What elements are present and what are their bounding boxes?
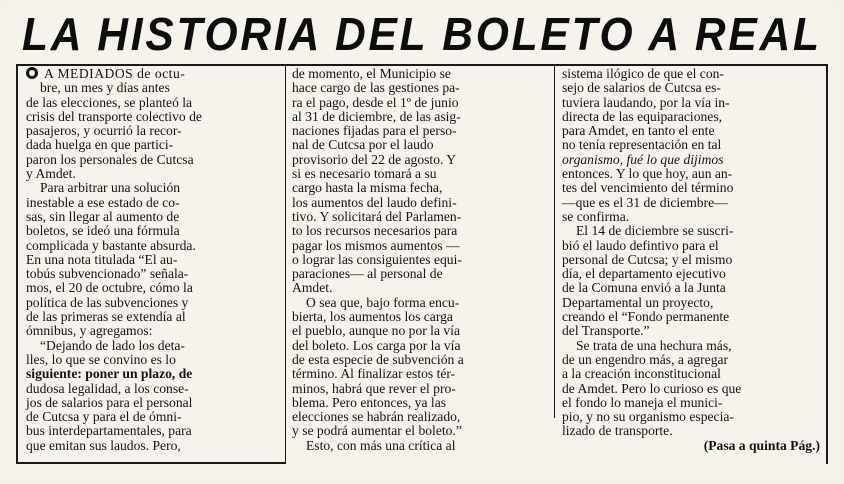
headline: LA HISTORIA DEL BOLETO A REAL [22, 8, 822, 60]
text-line: En una nota titulada “El au- [26, 251, 178, 267]
text-line: sistema ilógico de que el con- [562, 66, 724, 81]
text-line: inestable a ese estado de co- [26, 194, 180, 210]
text-line: y Amdet. [26, 166, 76, 182]
text-line: del Transporte.” [562, 323, 650, 339]
text-line: bierta, los aumentos los carga [292, 309, 453, 325]
text-line: Esto, con más una crítica al [306, 437, 456, 453]
text-line: pasajeros, y ocurrió la recor- [26, 123, 182, 139]
text-line: bió el laudo defintivo para el [562, 237, 719, 253]
text-line: el pueblo, aunque no por la vía [292, 323, 460, 339]
text-line: bre, un mes y días antes [40, 80, 170, 96]
text-line: naciones fijadas para el perso- [292, 123, 457, 139]
text-line: mos, el 20 de octubre, cómo la [26, 280, 193, 296]
text-line: a la creación inconstitucional [562, 366, 721, 382]
text-line: de un engendro más, a agregar [562, 351, 729, 367]
text-line: Departamental un proyecto, [562, 294, 714, 310]
continuation-note: (Pasa a quinta Pág.) [703, 437, 820, 453]
text-line: hace cargo de las gestiones pa- [292, 80, 460, 96]
text-line: cargo hasta la misma fecha, [292, 180, 443, 196]
article-column-3 [562, 67, 820, 453]
text-line: o lograr las consiguientes equi- [292, 251, 462, 267]
text-line: crisis del transporte colectivo de [26, 108, 202, 124]
text-line: —que es el 31 de diciembre— [562, 194, 728, 210]
article-column-2 [292, 67, 548, 453]
text-line: el fondo lo maneja el munici- [562, 394, 723, 410]
text-line: boletos, se ideó una fórmula [26, 223, 180, 239]
text-line: O sea que, bajo forma encu- [306, 294, 460, 310]
text-line: lles, lo que se convino es lo [26, 351, 176, 367]
text-line: Para arbitrar una solución [40, 180, 181, 196]
text-line: ómnibus, y agregamos: [26, 323, 153, 339]
column-border-right [826, 64, 828, 464]
text-line: política de las subvenciones y [26, 294, 189, 310]
text-line: personal de Cutcsa; y el mismo [562, 251, 733, 267]
text-line: de momento, el Municipio se [292, 66, 451, 81]
text-line: de las elecciones, se planteó la [26, 94, 193, 110]
text-line: paron los personales de Cutcsa [26, 151, 194, 167]
text-line: lizado de transporte. [562, 423, 673, 439]
text-line: tivo. Y solicitará del Parlamen- [292, 208, 462, 224]
text-line: sas, sin llegar al aumento de [26, 208, 180, 224]
text-line: siguiente: poner un plazo, de [26, 366, 193, 382]
text-line: jos de salarios para el personal [26, 394, 193, 410]
text-line: no tenía representación en tal [562, 137, 722, 153]
text-line: entonces. Y lo que hoy, aun an- [562, 166, 733, 182]
text-line: se confirma. [562, 208, 630, 224]
text-line: blema. Pero entonces, ya las [292, 394, 447, 410]
text-line: que emitan sus laudos. Pero, [26, 437, 181, 453]
bullet-icon [26, 67, 38, 79]
bottom-rule [16, 462, 286, 464]
text-line: organismo, fué lo que dijimos [562, 151, 724, 167]
text-line: para Amdet, en tanto el ente [562, 123, 715, 139]
text-line: de la Comuna envió a la Junta [562, 280, 726, 296]
text-line: nal de Cutcsa por el laudo [292, 137, 434, 153]
text-line: ra el pago, desde el 1º de junio [292, 94, 459, 110]
column-divider-2 [554, 66, 555, 418]
text-line: Amdet. [292, 280, 333, 296]
text-line: provisorio del 22 de agosto. Y [292, 151, 457, 167]
column-border-left [16, 64, 18, 464]
text-line: tuviera laudando, por la vía in- [562, 94, 730, 110]
text-line: de Cutcsa y para el de ómni- [26, 409, 182, 425]
text-line: directa de las equiparaciones, [562, 108, 723, 124]
text-line: elecciones se habrán realizado, [292, 409, 461, 425]
text-line: sejo de salarios de Cutcsa es- [562, 80, 721, 96]
text-line: tes del vencimiento del término [562, 180, 734, 196]
text-line: “Dejando de lado los deta- [40, 337, 185, 353]
text-line: pio, y no su organismo especia- [562, 409, 734, 425]
text-line: los aumentos del laudo defini- [292, 194, 457, 210]
text-line: El 14 de diciembre se suscri- [576, 223, 734, 239]
text-line: del boleto. Los carga por la vía [292, 337, 461, 353]
text-line: bus interdepartamentales, para [26, 423, 192, 439]
text-line: pagar los mismos aumentos — [292, 237, 460, 253]
text-line: to los recursos necesarios para [292, 223, 458, 239]
text-line: al 31 de diciembre, de las asig- [292, 108, 461, 124]
text-line: y se podrá aumentar el boleto.” [292, 423, 462, 439]
article-column-1 [26, 67, 280, 453]
text-line: tobús subvencionado” señala- [26, 266, 189, 282]
text-line: día, el departamento ejecutivo [562, 266, 726, 282]
text-line: si es necesario tomará a su [292, 166, 437, 182]
text-line: Se trata de una hechura más, [576, 337, 732, 353]
column-divider-1 [285, 66, 286, 462]
text-line: creando el “Fondo permanente [562, 309, 730, 325]
text-line: de las primeras se extendía al [26, 309, 186, 325]
text-line: dudosa legalidad, a los conse- [26, 380, 189, 396]
text-line: minos, habrá que rever el pro- [292, 380, 456, 396]
text-line: complicada y bastante absurda. [26, 237, 196, 253]
text-line: paraciones— al personal de [292, 266, 443, 282]
text-line: de Amdet. Pero lo curioso es que [562, 380, 742, 396]
text-line: dada huelga en que partici- [26, 137, 174, 153]
text-line: A MEDIADOS de octu- [26, 67, 280, 81]
text-line: término. Al finalizar estos tér- [292, 366, 456, 382]
text-line: de esta especie de subvención a [292, 351, 464, 367]
